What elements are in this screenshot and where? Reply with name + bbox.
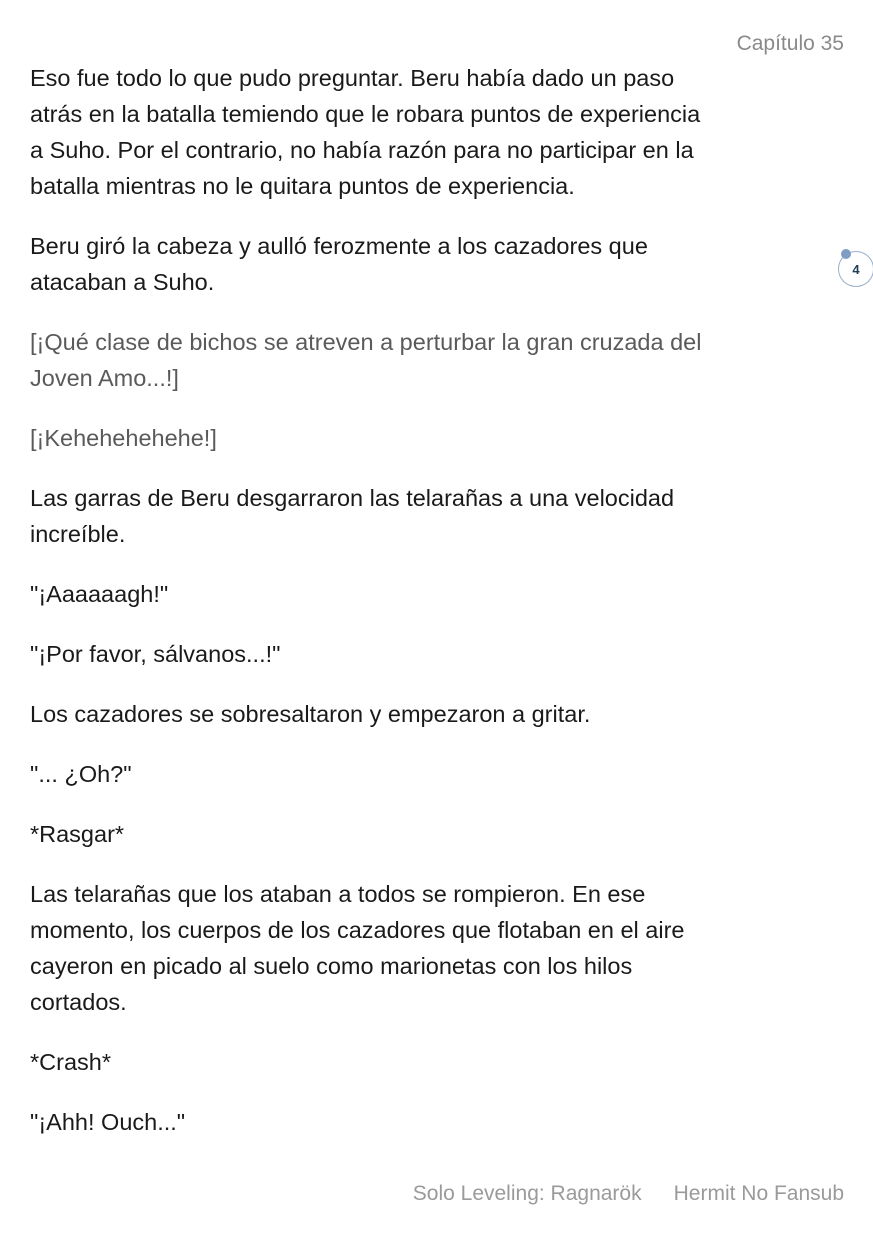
- paragraph: [30, 480, 850, 552]
- text-line: a Suho. Por el contrario, no había razón para no participar en la: [30, 137, 694, 163]
- text-line: atacaban a Suho.: [30, 269, 215, 295]
- text-line: Beru giró la cabeza y aulló ferozmente a los cazadores que: [30, 233, 648, 259]
- paragraph: [30, 324, 850, 396]
- paragraph: [30, 1104, 850, 1140]
- text-line: atrás en la batalla temiendo que le robara puntos de experiencia: [30, 101, 701, 127]
- text-line: Las telarañas que los ataban a todos se rompieron. En ese: [30, 881, 646, 907]
- text-line: Los cazadores se sobresaltaron y empezaron a gritar.: [30, 701, 591, 727]
- page-footer: [413, 1182, 844, 1206]
- text-line: cortados.: [30, 989, 127, 1015]
- paragraph: [30, 756, 850, 792]
- paragraph: [30, 816, 850, 852]
- annotation-dot-icon: [841, 249, 851, 259]
- text-line: [¡Qué clase de bichos se atreven a perturbar la gran cruzada del: [30, 329, 702, 355]
- text-line: batalla mientras no le quitara puntos de experiencia.: [30, 173, 575, 199]
- paragraph: [30, 228, 850, 300]
- paragraph: [30, 60, 850, 204]
- text-line: Joven Amo...!]: [30, 365, 179, 391]
- translator-name: Hermit No Fansub: [673, 1182, 844, 1205]
- text-line: "¡Aaaaaagh!": [30, 581, 169, 607]
- book-title: Solo Leveling: Ragnarök: [412, 1182, 642, 1205]
- text-line: momento, los cuerpos de los cazadores que flotaban en el aire: [30, 917, 685, 943]
- paragraph: [30, 636, 850, 672]
- text-line: [¡Kehehehehehe!]: [30, 425, 217, 451]
- paragraph: [30, 420, 850, 456]
- paragraph: [30, 1044, 850, 1080]
- text-line: *Rasgar*: [30, 821, 125, 847]
- paragraph: [30, 696, 850, 732]
- text-line: Eso fue todo lo que pudo preguntar. Beru había dado un paso: [30, 65, 675, 91]
- paragraph: [30, 576, 850, 612]
- text-line: increíble.: [30, 521, 126, 547]
- text-line: *Crash*: [30, 1049, 111, 1075]
- text-line: "... ¿Oh?": [30, 761, 132, 787]
- text-line: Las garras de Beru desgarraron las telarañas a una velocidad: [30, 485, 675, 511]
- text-line: cayeron en picado al suelo como marionetas con los hilos: [30, 953, 633, 979]
- page-content: [30, 60, 850, 1164]
- chapter-label: Capítulo 35: [736, 32, 844, 55]
- text-line: "¡Por favor, sálvanos...!": [30, 641, 281, 667]
- text-line: "¡Ahh! Ouch...": [30, 1109, 186, 1135]
- annotation-count-badge[interactable]: 4: [838, 251, 873, 287]
- paragraph: [30, 876, 850, 1020]
